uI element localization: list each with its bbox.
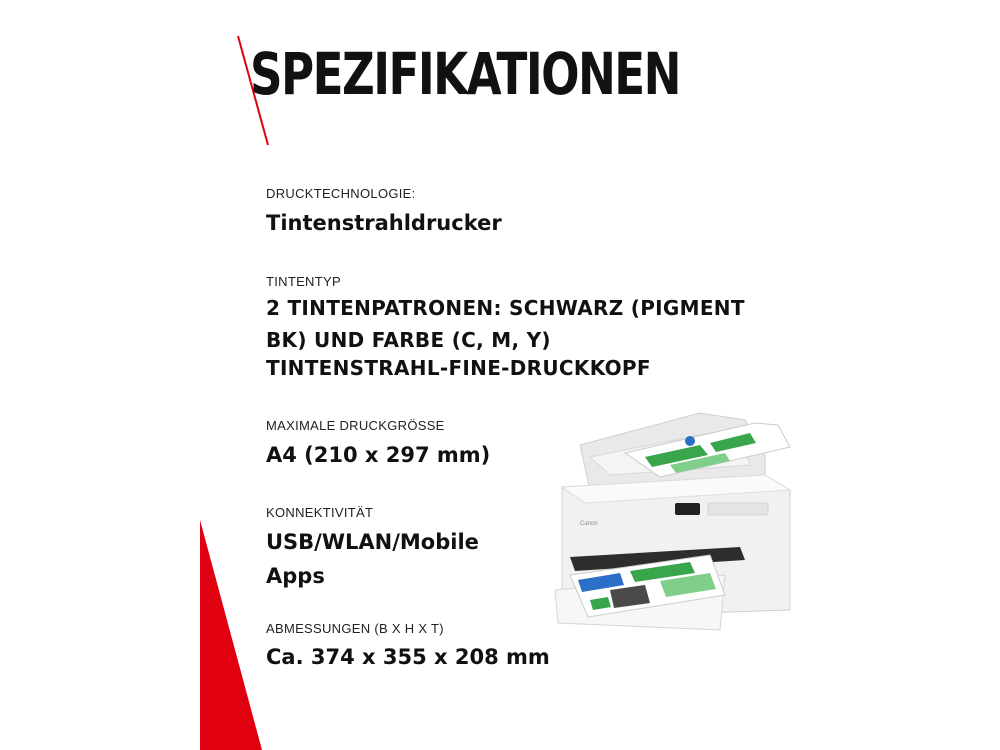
spec-label-print-technology: DRUCKTECHNOLOGIE: — [266, 186, 416, 201]
spec-label-max-print-size: MAXIMALE DRUCKGRÖSSE — [266, 418, 445, 433]
page-title: SPEZIFIKATIONEN — [250, 40, 680, 108]
spec-value-print-technology: Tintenstrahldrucker — [266, 211, 502, 235]
printer-image — [550, 395, 800, 645]
spec-value-connectivity-line-1: USB/WLAN/Mobile — [266, 530, 479, 554]
spec-value-ink-type-line-3: TINTENSTRAHL-FINE-DRUCKKOPF — [266, 356, 651, 380]
spec-value-connectivity-line-2: Apps — [266, 564, 325, 588]
spec-value-dimensions: Ca. 374 x 355 x 208 mm — [266, 645, 550, 669]
spec-sheet — [200, 0, 800, 750]
spec-value-ink-type-line-1: 2 TINTENPATRONEN: SCHWARZ (PIGMENT — [266, 296, 745, 320]
spec-value-ink-type-line-2: BK) UND FARBE (C, M, Y) — [266, 328, 551, 352]
spec-value-max-print-size: A4 (210 x 297 mm) — [266, 443, 491, 467]
printer-brand-text: Canon — [580, 521, 598, 527]
spec-label-connectivity: KONNEKTIVITÄT — [266, 505, 374, 520]
spec-label-dimensions: ABMESSUNGEN (B X H X T) — [266, 621, 444, 636]
spec-label-ink-type: TINTENTYP — [266, 274, 341, 289]
